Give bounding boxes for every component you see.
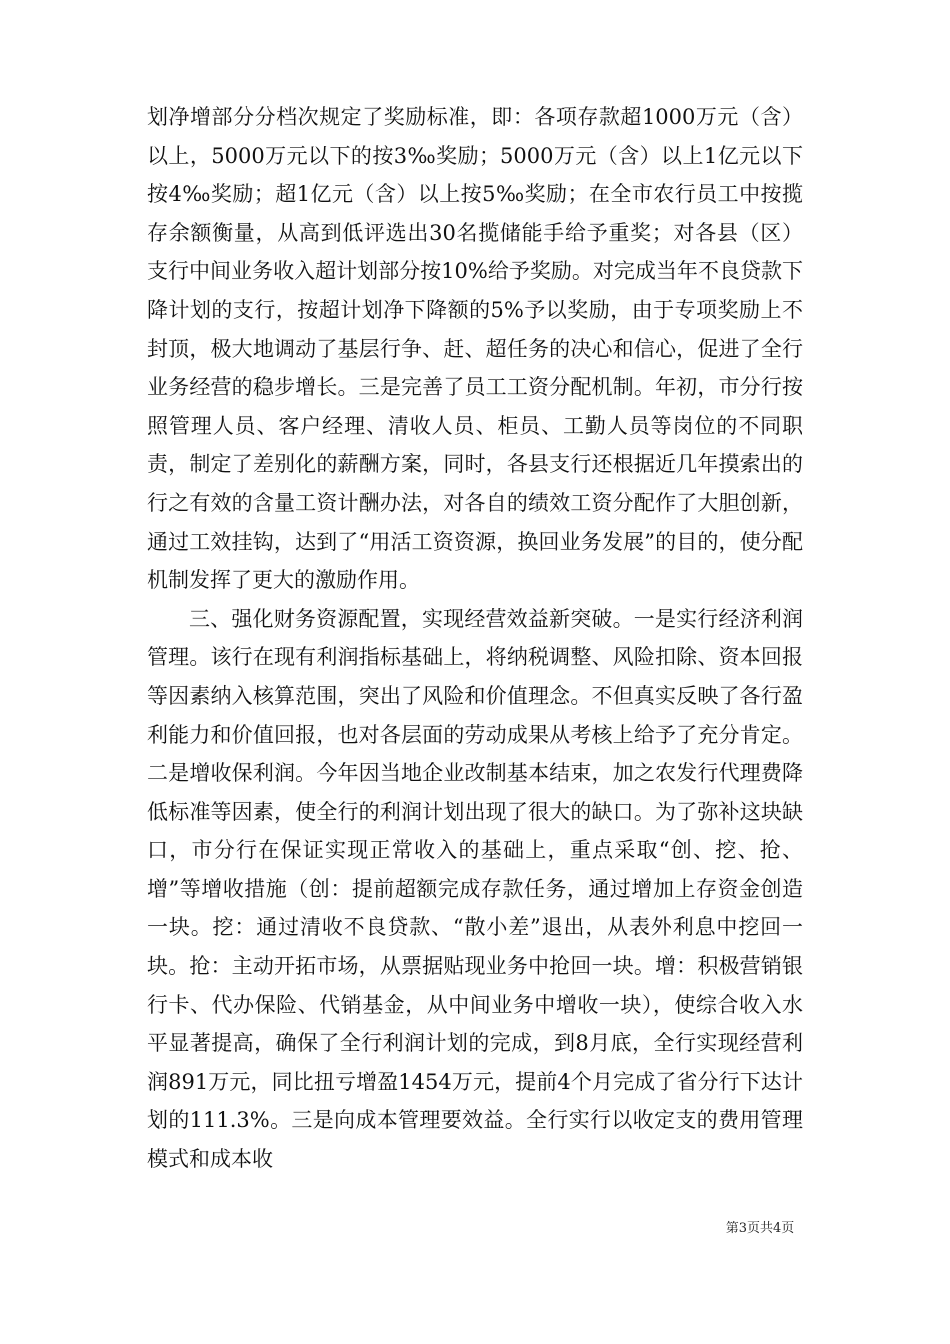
paragraph-2: 三、强化财务资源配置，实现经营效益新突破。一是实行经济利润管理。该行在现有利润指标基础上，将纳税调整、风险扣除、资本回报等因素纳入核算范围，突出了风险和价值理念。不但真实反映了各行盈利能力和价值回报，也对各层面的劳动成果从考核上给予了充分肯定。二是增收保利润。今年因当地企业改制基本结束，加之农发行代理费降低标准等因素，使全行的利润计划出现了很大的缺口。为了弥补这块缺口，市分行在保证实现正常收入的基础上，重点采取“创、挖、抢、增”等增收措施（创：提前超额完成存款任务，通过增加上存资金创造一块。挖：通过清收不良贷款、“散小差”退出，从表外利息中挖回一块。抢：主动开拓市场，从票据贴现业务中抢回一块。增：积极营销银行卡、代办保险、代销基金，从中间业务中增收一块），使综合收入水平显著提高，确保了全行利润计划的完成，到8月底，全行实现经营利润891万元，同比扭亏增盈1454万元，提前4个月完成了省分行下达计划的111.3%。三是向成本管理要效益。全行实行以收定支的费用管理模式和成本收 xyxy=(147,606,803,1172)
document-body xyxy=(147,98,803,1179)
page-footer xyxy=(0,1217,950,1236)
page-number-label: 第3页共4页 xyxy=(725,1221,795,1236)
paragraph-1: 划净增部分分档次规定了奖励标准，即：各项存款超1000万元（含）以上，5000万元以下的按3‰奖励；5000万元（含）以上1亿元以下按4‰奖励；超1亿元（含）以上按5‰奖励；在全市农行员工中按揽存余额衡量，从高到低评选出30名揽储能手给予重奖；对各县（区）支行中间业务收入超计划部分按10%给予奖励。对完成当年不良贷款下降计划的支行，按超计划净下降额的5%予以奖励，由于专项奖励上不封顶，极大地调动了基层行争、赶、超任务的决心和信心，促进了全行业务经营的稳步增长。三是完善了员工工资分配机制。年初，市分行按照管理人员、客户经理、清收人员、柜员、工勤人员等岗位的不同职责，制定了差别化的薪酬方案，同时，各县支行还根据近几年摸索出的行之有效的含量工资计酬办法，对各自的绩效工资分配作了大胆创新，通过工效挂钩，达到了“用活工资资源，换回业务发展”的目的，使分配机制发挥了更大的激励作用。 xyxy=(147,105,803,593)
